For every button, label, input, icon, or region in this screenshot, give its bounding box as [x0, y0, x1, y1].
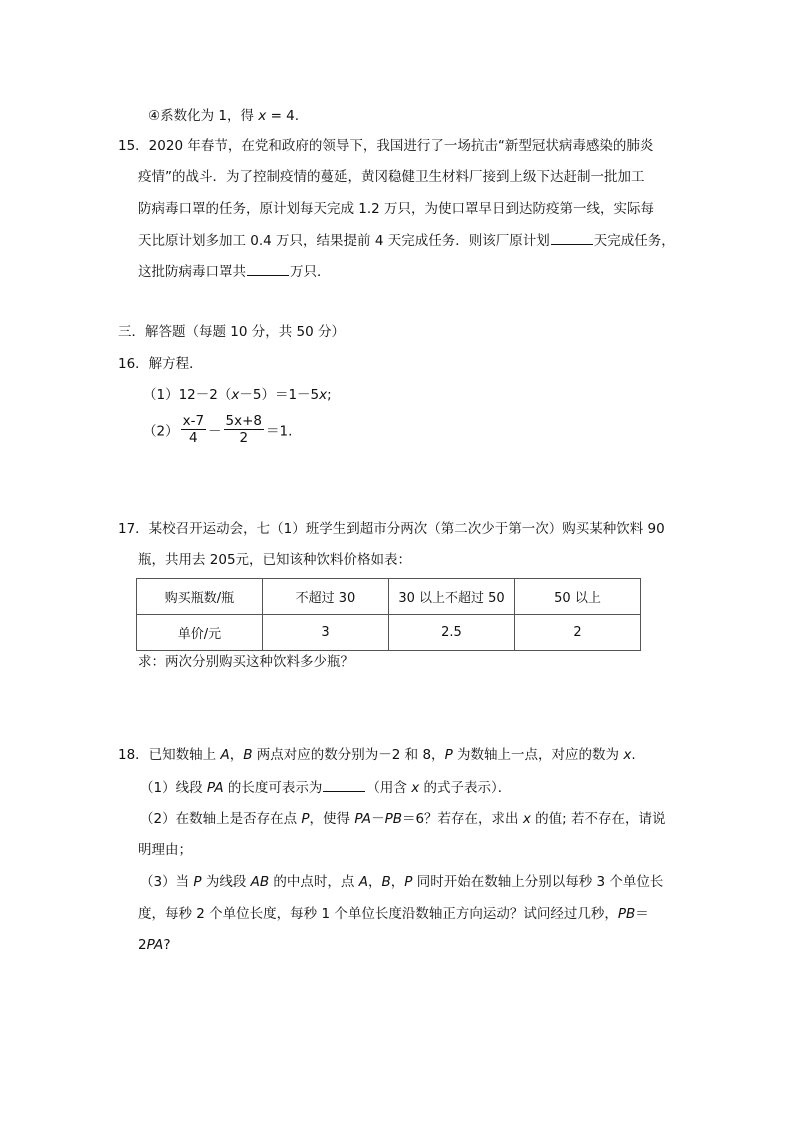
- table-row: [137, 615, 641, 651]
- q16-part1: （1）12－2（x－5）＝1－5x;: [143, 387, 332, 403]
- q18-part2-cont: 明理由；: [138, 842, 192, 858]
- q18-part3-end: 2PA?: [138, 937, 171, 953]
- q18-part3: （3）当 P 为线段 AB 的中点时，点 A，B，P 同时开始在数轴上分别以每秒 3 个单位长: [140, 874, 664, 890]
- q15-line2: 疫情”的战斗．为了控制疫情的蔓延，黄冈稳健卫生材料厂接到上级下达赶制一批加工: [138, 169, 645, 185]
- table-cell: 2.5: [389, 615, 515, 651]
- q18-part3-cont: 度，每秒 2 个单位长度，每秒 1 个单位长度沿数轴正方向运动？试问经过几秒，PB＝: [138, 906, 649, 922]
- q15-line4: 天比原计划多加工 0.4 万只，结果提前 4 天完成任务．则该厂原计划 天完成任务，: [138, 233, 675, 249]
- price-table: [136, 578, 641, 651]
- q16-title: 16．解方程．: [118, 356, 203, 372]
- q15-line3: 防病毒口罩的任务，原计划每天完成 1.2 万只，为使口罩早日到达防疫第一线，实际每: [138, 201, 655, 217]
- q15-line1: 15．2020 年春节，在党和政府的领导下，我国进行了一场抗击“新型冠状病毒感染的肺炎: [118, 138, 654, 154]
- q17-line2: 瓶，共用去 205元，已知该种饮料价格如表：: [138, 552, 412, 568]
- q15-line5: 这批防病毒口罩共 万只．: [138, 264, 331, 280]
- table-cell: 单价/元: [137, 615, 263, 651]
- table-cell: 3: [263, 615, 389, 651]
- answer-blank: [323, 778, 365, 792]
- table-row: [137, 579, 641, 615]
- q14-step4: ④系数化为 1，得 x = 4.: [148, 108, 300, 124]
- q18-part1: （1）线段 PA 的长度可表示为 （用含 x 的式子表示）．: [140, 780, 512, 796]
- q16-part2: （2） $\frac{x-7}{4}$ － $\frac{5x+8}{2}$ ＝1.: [143, 413, 293, 446]
- q18-part2: （2）在数轴上是否存在点 P，使得 PA－PB＝6？若存在，求出 x 的值; 若不存在，请说: [140, 811, 666, 827]
- table-cell: 30 以上不超过 50: [389, 579, 515, 615]
- table-cell: 购买瓶数/瓶: [137, 579, 263, 615]
- q18-line1: 18．已知数轴上 A，B 两点对应的数分别为－2 和 8，P 为数轴上一点，对应的数为 x.: [118, 747, 636, 763]
- fraction: $\frac{5x+8}{2}$: [225, 413, 263, 446]
- answer-blank: [247, 262, 289, 276]
- fraction: $\frac{x-7}{4}$: [182, 413, 205, 446]
- q17-line1: 17．某校召开运动会，七（1）班学生到超市分两次（第二次少于第一次）购买某种饮料 90: [118, 521, 665, 537]
- table-cell: 2: [515, 615, 641, 651]
- table-cell: 50 以上: [515, 579, 641, 615]
- q17-question: 求：两次分别购买这种饮料多少瓶？: [138, 654, 354, 670]
- answer-blank: [551, 231, 593, 245]
- table-cell: 不超过 30: [263, 579, 389, 615]
- section-title: 三．解答题（每题 10 分，共 50 分）: [118, 324, 346, 340]
